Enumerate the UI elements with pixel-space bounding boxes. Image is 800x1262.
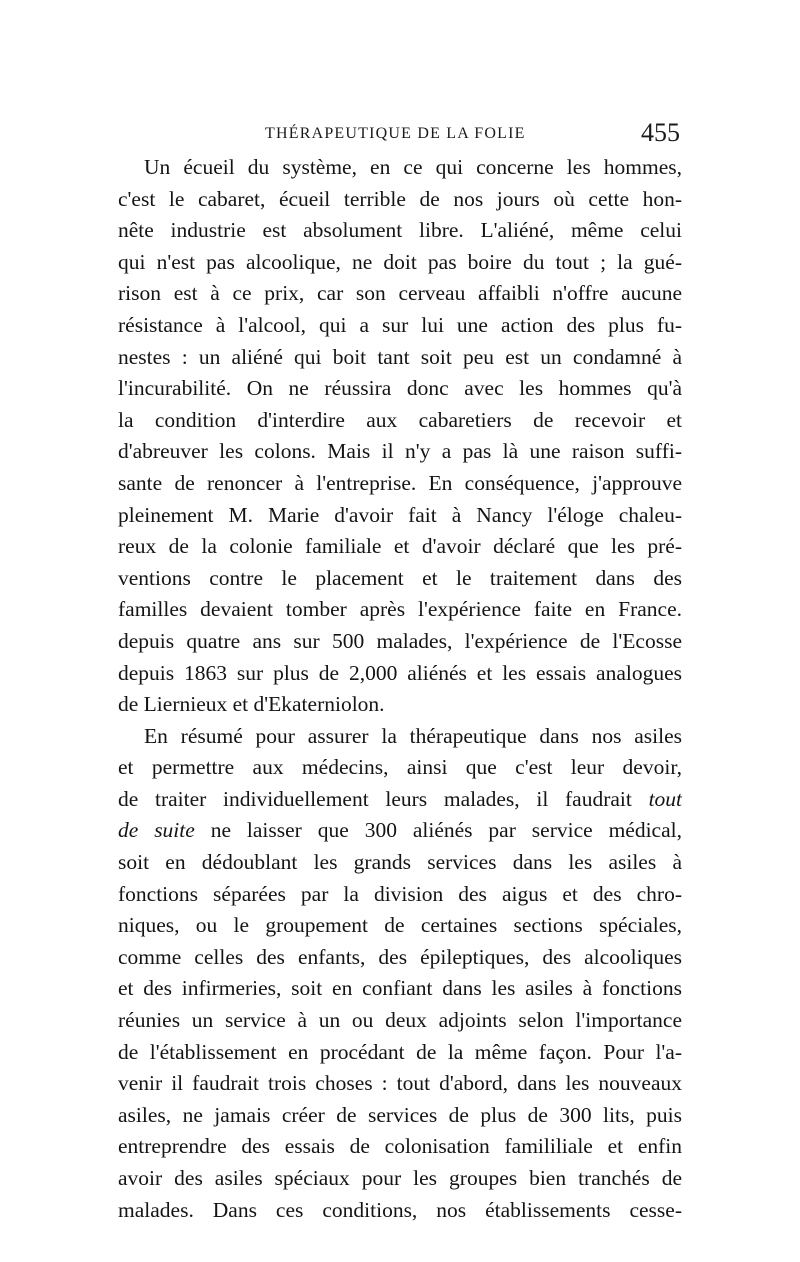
text-line: ventions contre le placement et le traitement dans des [118,565,682,590]
text-line: l'incurabilité. On ne réussira donc avec les hommes qu'à [118,376,682,401]
text-line: soit en dédoublant les grands services dans les asiles à [118,850,682,875]
italic-word: tout [648,786,682,811]
text-line: rison est à ce prix, car son cerveau affaibli n'offre aucune [118,281,682,306]
text-line: d'abreuver les colons. Mais il n'y a pas là une raison suffi- [118,439,682,464]
text-line: reux de la colonie familiale et d'avoir déclaré que les pré- [118,534,682,559]
text-line: de l'établissement en procédant de la même façon. Pour l'a- [118,1039,682,1064]
text-line: de Liernieux et d'Ekaterniolon. [118,692,385,717]
text-line: c'est le cabaret, écueil terrible de nos jours où cette hon- [118,186,682,211]
text-line: En résumé pour assurer la thérapeutique dans nos asiles [144,723,682,748]
text-line: sante de renoncer à l'entreprise. En conséquence, j'approuve [118,470,682,495]
running-title: THÉRAPEUTIQUE DE LA FOLIE [265,125,526,142]
page-header [118,116,682,152]
text-line: nête industrie est absolument libre. L'aliéné, même celui [118,218,682,243]
text-line: venir il faudrait trois choses : tout d'abord, dans les nouveaux [118,1071,682,1096]
text-line: niques, ou le groupement de certaines sections spéciales, [118,913,682,938]
text-line: et des infirmeries, soit en confiant dans les asiles à fonctions [118,976,682,1001]
text-segment: ne laisser que 300 aliénés par service médical, [210,818,682,843]
text-line: familles devaient tomber après l'expérience faite en France. [118,597,682,622]
text-line-with-italic [118,815,682,847]
text-line: asiles, ne jamais créer de services de plus de 300 lits, puis [118,1102,682,1127]
text-line: fonctions séparées par la division des aigus et des chro- [118,881,682,906]
text-line: réunies un service à un ou deux adjoints selon l'importance [118,1008,682,1033]
text-line: depuis 1863 sur plus de 2,000 aliénés et les essais analogues [118,660,682,685]
text-line: malades. Dans ces conditions, nos établissements cesse- [118,1197,682,1222]
text-line: pleinement M. Marie d'avoir fait à Nancy l'éloge chaleu- [118,502,682,527]
text-line: et permettre aux médecins, ainsi que c'est leur devoir, [118,755,682,780]
page-number: 455 [641,118,680,147]
text-line: nestes : un aliéné qui boit tant soit peu est un condamné à [118,344,682,369]
text-line: comme celles des enfants, des épileptiques, des alcooliques [118,944,682,969]
text-line: résistance à l'alcool, qui a sur lui une action des plus fu- [118,312,682,337]
text-line: Un écueil du système, en ce qui concerne les hommes, [144,155,682,179]
text-line-with-italic [118,784,682,816]
body-text [118,152,682,1226]
text-line: la condition d'interdire aux cabaretiers de recevoir et [118,407,682,432]
text-line: qui n'est pas alcoolique, ne doit pas boire du tout ; la gué- [118,249,682,274]
italic-word: de suite [118,818,195,843]
text-line: avoir des asiles spéciaux pour les groupes bien tranchés de [118,1166,682,1190]
text-line: entreprendre des essais de colonisation famililiale et enfin [118,1134,682,1159]
text-segment: de traiter individuellement leurs malades, il faudrait [118,786,632,811]
text-line: depuis quatre ans sur 500 malades, l'expérience de l'Ecosse [118,628,682,653]
